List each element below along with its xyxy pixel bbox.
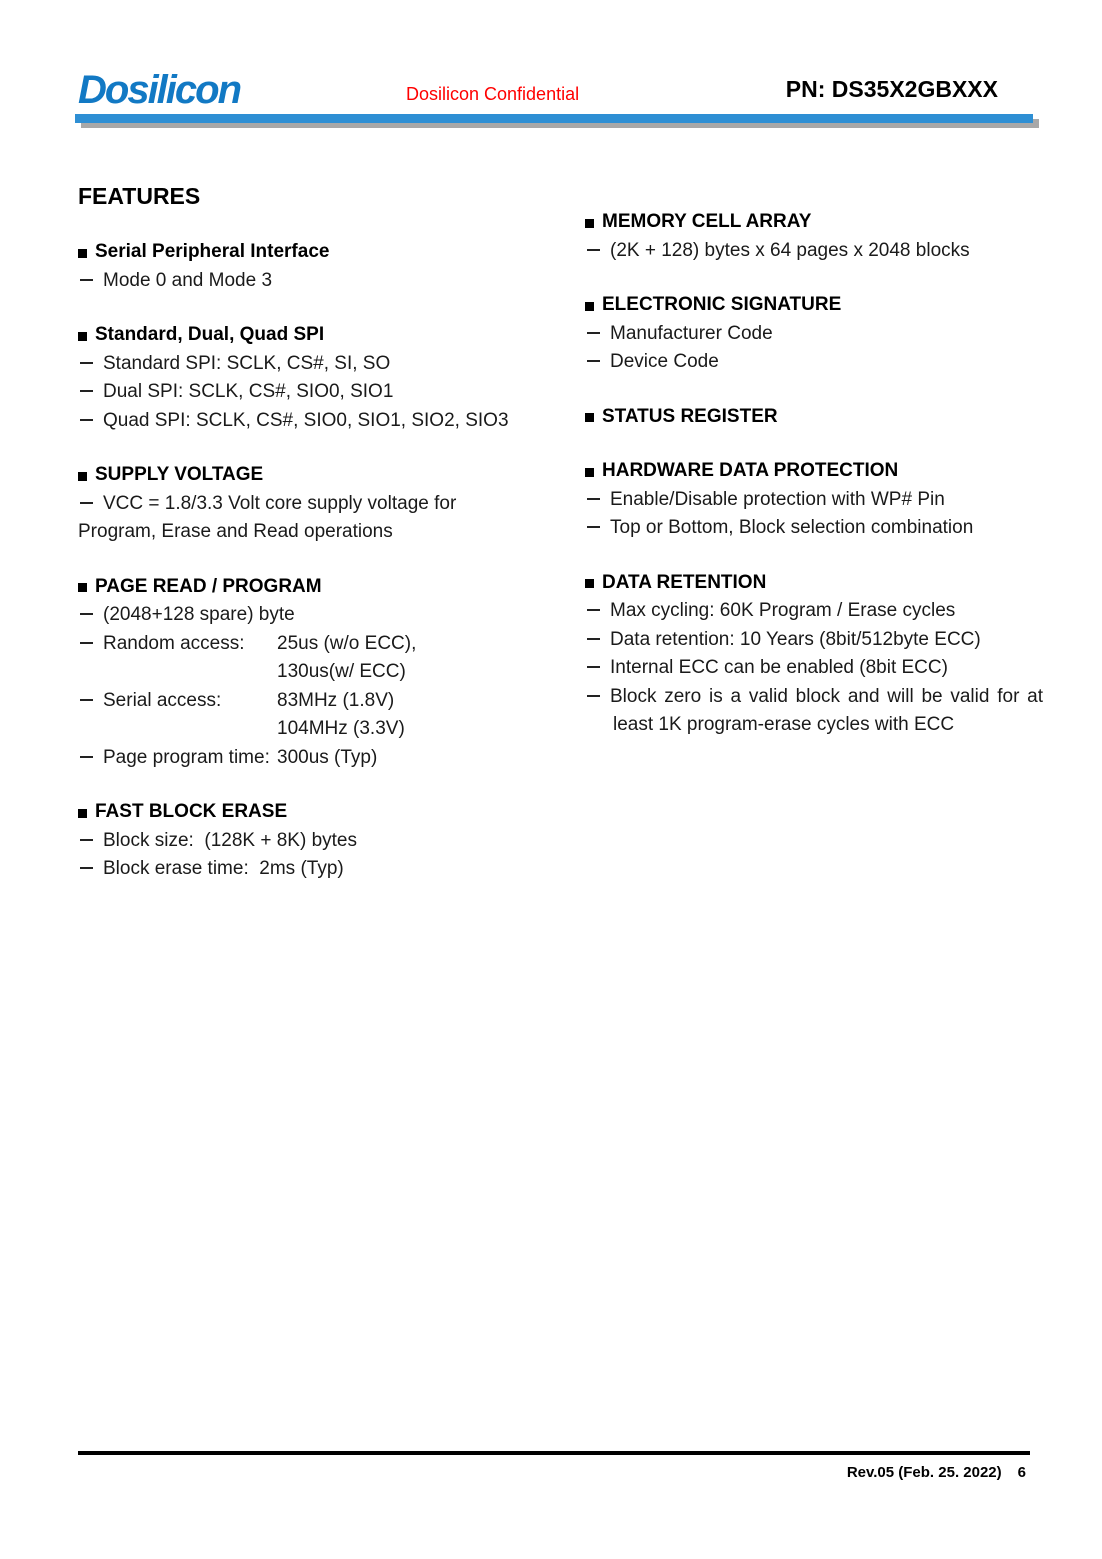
square-bullet-icon [585,579,594,588]
square-bullet-icon [78,472,87,481]
feature-item [78,687,558,744]
section-title-text: HARDWARE DATA PROTECTION [602,460,899,481]
item-text: Standard SPI: SCLK, CS#, SI, SO [103,352,391,374]
item-text: Data retention: 10 Years (8bit/512byte ECC) [610,628,981,650]
item-label: Serial access: [103,689,222,711]
feature-item [585,514,1065,543]
section-title-text: Serial Peripheral Interface [95,241,330,262]
part-number: PN: DS35X2GBXXX [785,76,998,102]
feature-item [78,350,558,379]
feature-item [585,237,1065,266]
section-title [78,461,558,490]
footer-rule [78,1451,1030,1455]
dash-bullet-icon [585,626,610,655]
item-values [277,687,405,744]
feature-item [585,626,1065,655]
labeled-item [103,630,416,687]
feature-item [78,744,558,773]
section-title-text: Standard, Dual, Quad SPI [95,324,325,345]
labeled-item [103,744,377,773]
feature-section [78,321,558,435]
feature-item [585,683,1065,712]
section-title [585,291,1065,320]
square-bullet-icon [78,249,87,258]
feature-item [585,486,1065,515]
header-rule-bar [75,114,1033,123]
item-value-line: 25us (w/o ECC), [277,632,417,654]
item-text: Block erase time: 2ms (Typ) [103,858,344,879]
section-title-text: PAGE READ / PROGRAM [95,575,322,597]
dash-bullet-icon [585,486,610,515]
dash-bullet-icon [78,267,103,296]
item-value-line: 83MHz (1.8V) [277,689,395,711]
square-bullet-icon [585,468,594,477]
feature-item [585,597,1065,626]
feature-item [78,630,558,687]
item-text: Internal ECC can be enabled (8bit ECC) [610,657,948,678]
item-value-line: 130us(w/ ECC) [277,661,406,682]
item-text: Block zero is a valid block and will be valid for at [610,685,1044,707]
section-title [78,238,558,267]
item-text: Mode 0 and Mode 3 [103,269,273,291]
section-title-text: ELECTRONIC SIGNATURE [602,294,842,315]
dash-bullet-icon [585,654,610,683]
dash-bullet-icon [78,744,103,773]
feature-section [78,798,558,884]
square-bullet-icon [78,332,87,341]
section-title [78,573,558,602]
section-title-text: DATA RETENTION [602,571,767,593]
item-value-line: 104MHz (3.3V) [277,718,405,739]
dash-bullet-icon [78,490,103,519]
dash-bullet-icon [585,237,610,266]
item-text: Dual SPI: SCLK, CS#, SIO0, SIO1 [103,381,394,402]
item-values [277,744,377,773]
item-text: Device Code [610,351,719,372]
dash-bullet-icon [585,683,610,712]
feature-section [585,569,1065,740]
square-bullet-icon [78,809,87,818]
item-text-continuation: Program, Erase and Read operations [78,521,393,542]
item-text: VCC = 1.8/3.3 Volt core supply voltage for [103,492,457,514]
section-title [78,321,558,350]
dash-bullet-icon [78,630,103,687]
feature-section [585,291,1065,377]
item-label: Random access: [103,632,245,654]
item-text: (2048+128 spare) byte [103,604,295,625]
feature-section [585,457,1065,543]
footer-text [847,1464,1026,1481]
feature-item [78,378,558,407]
item-text: Quad SPI: SCLK, CS#, SIO0, SIO1, SIO2, SIO3 [103,409,509,431]
dash-bullet-icon [585,597,610,626]
section-title [78,798,558,827]
feature-item [585,348,1065,377]
features-left-column [78,238,558,910]
feature-item [78,407,558,436]
feature-section [78,573,558,773]
dash-bullet-icon [78,827,103,856]
feature-section [78,461,558,547]
page-number: 6 [1017,1464,1026,1481]
item-text: (2K + 128) bytes x 64 pages x 2048 blocks [610,239,970,261]
square-bullet-icon [585,413,594,422]
item-text: Manufacturer Code [610,322,773,344]
square-bullet-icon [78,583,87,592]
square-bullet-icon [585,219,594,228]
section-title-text: STATUS REGISTER [602,405,778,427]
feature-section [78,238,558,295]
item-label: Page program time: [103,746,270,768]
feature-section [585,403,1065,432]
item-value-line: 300us (Typ) [277,746,378,768]
dash-bullet-icon [585,514,610,543]
dash-bullet-icon [78,601,103,630]
feature-item [78,827,558,856]
feature-item [78,601,558,630]
item-text: Max cycling: 60K Program / Erase cycles [610,600,956,621]
section-title-text: SUPPLY VOLTAGE [95,464,264,485]
page-title: FEATURES [78,183,201,209]
revision-label: Rev.05 (Feb. 25. 2022) [846,1464,1002,1481]
section-title [585,208,1065,237]
feature-item [78,490,558,519]
dosilicon-logo: Dosilicon [78,68,241,112]
square-bullet-icon [585,302,594,311]
item-values [277,630,416,687]
section-title [585,457,1065,486]
item-text: Enable/Disable protection with WP# Pin [610,488,945,510]
section-title [585,403,1065,432]
section-title [585,569,1065,598]
dash-bullet-icon [78,407,103,436]
section-title-text: MEMORY CELL ARRAY [602,211,812,232]
labeled-item [103,687,405,744]
dash-bullet-icon [585,320,610,349]
item-text-continuation: least 1K program-erase cycles with ECC [613,714,955,735]
item-text: Top or Bottom, Block selection combination [610,517,974,538]
section-title-text: FAST BLOCK ERASE [95,801,288,822]
dash-bullet-icon [78,855,103,884]
features-right-column [585,208,1065,766]
item-text: Block size: (128K + 8K) bytes [103,829,357,851]
feature-item [585,320,1065,349]
feature-item [78,267,558,296]
feature-item [585,654,1065,683]
feature-item [78,855,558,884]
dash-bullet-icon [78,350,103,379]
dash-bullet-icon [78,687,103,744]
confidential-label: Dosilicon Confidential [406,84,580,104]
feature-section [585,208,1065,265]
dash-bullet-icon [78,378,103,407]
dash-bullet-icon [585,348,610,377]
